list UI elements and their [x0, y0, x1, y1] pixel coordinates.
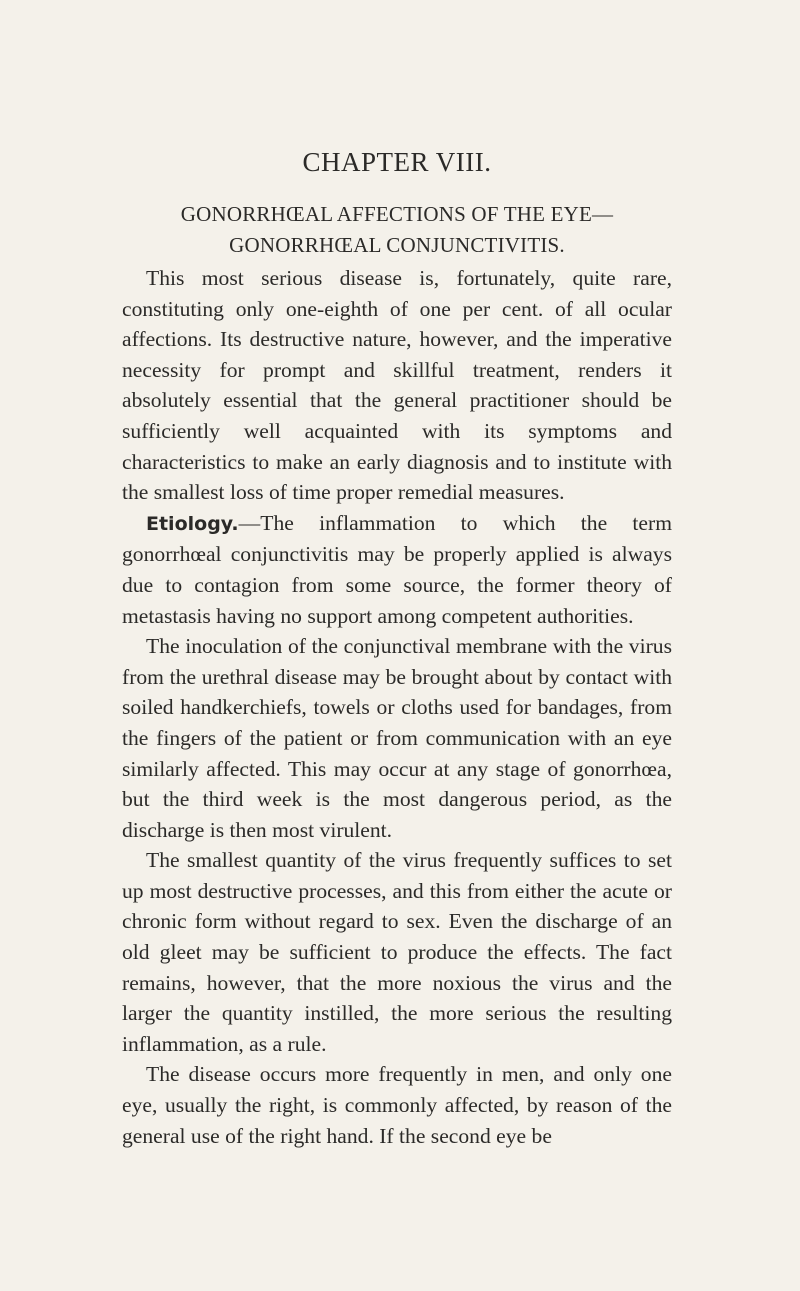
paragraph-occurrence: The disease occurs more frequently in men, and only one eye, usually the right, is commonly affected, by reason of the general use of the right hand. If the second eye be: [122, 1062, 672, 1148]
chapter-title-line-1: GONORRHŒAL AFFECTIONS OF THE EYE—: [180, 202, 614, 226]
etiology-label: Etiology.: [146, 512, 239, 535]
paragraph-virus-quantity: The smallest quantity of the virus frequently suffices to set up most destructive processes, and this from either the acute or chronic form without regard to sex. Even the discharge of an old gleet may be sufficient to produce the effects. The fact remains, however, that the more noxious the virus and the larger the quantity instilled, the more serious the resulting inflammation, as a rule.: [122, 848, 672, 1056]
page-content: [122, 145, 672, 1151]
paragraph-inoculation: The inoculation of the conjunctival membrane with the virus from the urethral disease may be brought about by contact with soiled handkerchiefs, towels or cloths used for bandages, from the fingers of the patient or from communication with an eye similarly affected. This may occur at any stage of gonorrhœa, but the third week is the most dangerous period, as the discharge is then most virulent.: [122, 634, 672, 842]
chapter-title-line-2: GONORRHŒAL CONJUNCTIVITIS.: [229, 233, 565, 257]
paragraph-intro: This most serious disease is, fortunately, quite rare, constituting only one-eighth of one per cent. of all ocular affections. Its destructive nature, however, and the imperative necessity for prompt and skillful treatment, renders it absolutely essential that the general practitioner should be sufficiently well acquainted with its symptoms and characteristics to make an early diagnosis and to institute with the smallest loss of time proper remedial measures.: [122, 266, 672, 505]
paragraph-etiology: [122, 508, 672, 631]
etiology-text: —The inflammation to which the term gonorrhœal conjunctivitis may be properly applied is always due to contagion from some source, the former theory of metastasis having no support among competent authorities.: [122, 510, 672, 628]
chapter-heading: CHAPTER VIII.: [302, 147, 492, 177]
